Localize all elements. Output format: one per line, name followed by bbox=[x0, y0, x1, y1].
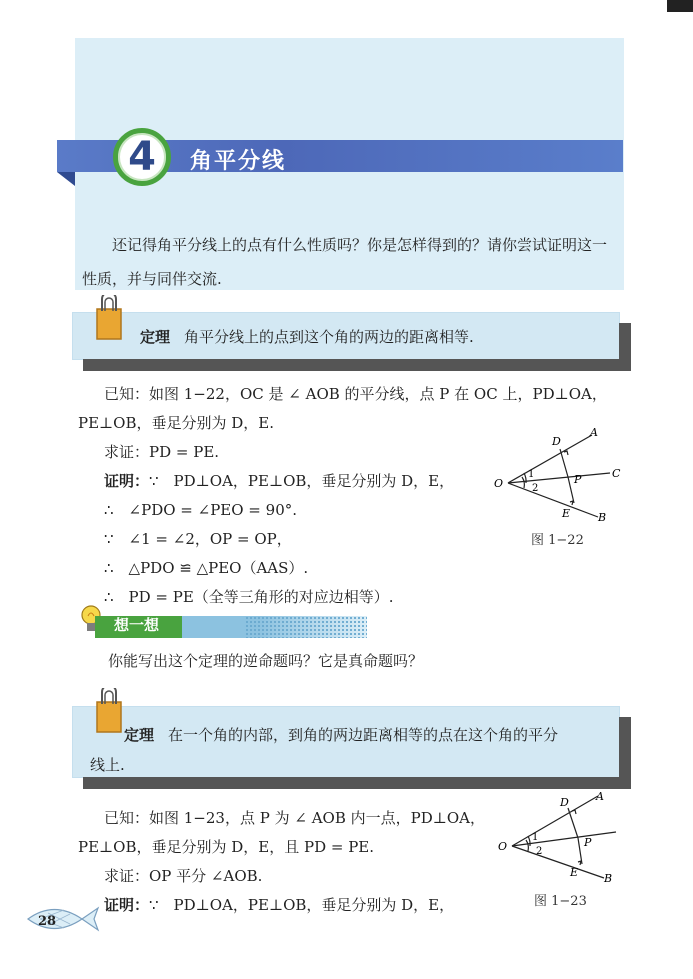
fig2-label-A: A bbox=[596, 790, 604, 803]
fig1-label-2: 2 bbox=[532, 483, 539, 494]
fig1-label-A: A bbox=[590, 426, 598, 439]
proof-1-prove: 求证：PD = PE. bbox=[104, 443, 220, 461]
fig2-label-2: 2 bbox=[536, 846, 543, 857]
fig2-label-O: O bbox=[498, 840, 508, 853]
proof-1-step1: ∵ PD⊥OA，PE⊥OB，垂足分别为 D，E， bbox=[149, 472, 455, 490]
page-number: 28 bbox=[38, 914, 57, 929]
fig1-label-B: B bbox=[598, 511, 607, 524]
fig2-label-P: P bbox=[584, 836, 592, 849]
proof-1-step4: ∴ △PDO ≌ △PEO（AAS）. bbox=[104, 559, 309, 577]
theorem-2-line1: 在一个角的内部，到角的两边距离相等的点在这个角的平分 bbox=[168, 726, 559, 744]
proof-2-step1: ∵ PD⊥OA，PE⊥OB，垂足分别为 D，E， bbox=[149, 896, 455, 914]
theorem-2-label: 定理 bbox=[124, 726, 155, 744]
fig1-label-1: 1 bbox=[528, 469, 535, 480]
proof-1-given-line2: PE⊥OB，垂足分别为 D，E. bbox=[78, 414, 274, 432]
fig1-label-C: C bbox=[612, 467, 621, 480]
fig2-label-E: E bbox=[570, 866, 579, 879]
proof-2 bbox=[78, 804, 508, 920]
proof-2-given-line1: 已知：如图 1−23，点 P 为 ∠ AOB 内一点，PD⊥OA， bbox=[104, 809, 485, 827]
think-label: 想一想 bbox=[114, 616, 160, 634]
think-text: 你能写出这个定理的逆命题吗？它是真命题吗？ bbox=[108, 652, 424, 670]
proof-2-label: 证明： bbox=[104, 896, 150, 914]
proof-1-label: 证明： bbox=[104, 472, 150, 490]
proof-1-step5: ∴ PD = PE（全等三角形的对应边相等）. bbox=[104, 588, 394, 606]
section-title: 角平分线 bbox=[190, 149, 287, 174]
theorem-1-text bbox=[140, 320, 474, 354]
proof-1-given-line1: 已知：如图 1−22，OC 是 ∠ AOB 的平分线，点 P 在 OC 上，PD⊥OA， bbox=[104, 385, 607, 403]
proof-2-prove: 求证：OP 平分 ∠AOB. bbox=[104, 867, 263, 885]
fig1-label-D: D bbox=[552, 435, 561, 448]
proof-1-step2: ∴ ∠PDO = ∠PEO = 90°. bbox=[104, 501, 298, 519]
section-number-badge bbox=[113, 128, 171, 186]
section-number: 4 bbox=[128, 134, 156, 180]
fig1-label-P: P bbox=[574, 473, 582, 486]
theorem-2-text bbox=[90, 720, 610, 780]
page-corner-mark bbox=[667, 0, 693, 12]
fig1-label-E: E bbox=[562, 507, 571, 520]
binder-clip-icon bbox=[94, 295, 124, 341]
fig1-label-O: O bbox=[494, 477, 504, 490]
theorem-1-statement: 角平分线上的点到这个角的两边的距离相等. bbox=[184, 328, 474, 346]
figure-1-22 bbox=[486, 425, 626, 525]
fig2-label-1: 1 bbox=[532, 832, 539, 843]
figure-1-23 bbox=[492, 790, 632, 886]
intro-paragraph: 还记得角平分线上的点有什么性质吗？你是怎样得到的？请你尝试证明这一性质，并与同伴交流. bbox=[82, 236, 608, 288]
fish-icon bbox=[24, 902, 100, 936]
theorem-1-label: 定理 bbox=[140, 328, 171, 346]
proof-1-step3: ∵ ∠1 = ∠2，OP = OP， bbox=[104, 530, 292, 548]
proof-2-given-line2: PE⊥OB，垂足分别为 D，E，且 PD = PE. bbox=[78, 838, 375, 856]
figure-1-23-caption: 图 1−23 bbox=[534, 894, 587, 909]
figure-1-22-caption: 图 1−22 bbox=[531, 533, 584, 548]
theorem-2-line2: 线上. bbox=[90, 756, 125, 774]
fig2-label-D: D bbox=[560, 796, 569, 809]
fig2-label-B: B bbox=[604, 872, 613, 885]
